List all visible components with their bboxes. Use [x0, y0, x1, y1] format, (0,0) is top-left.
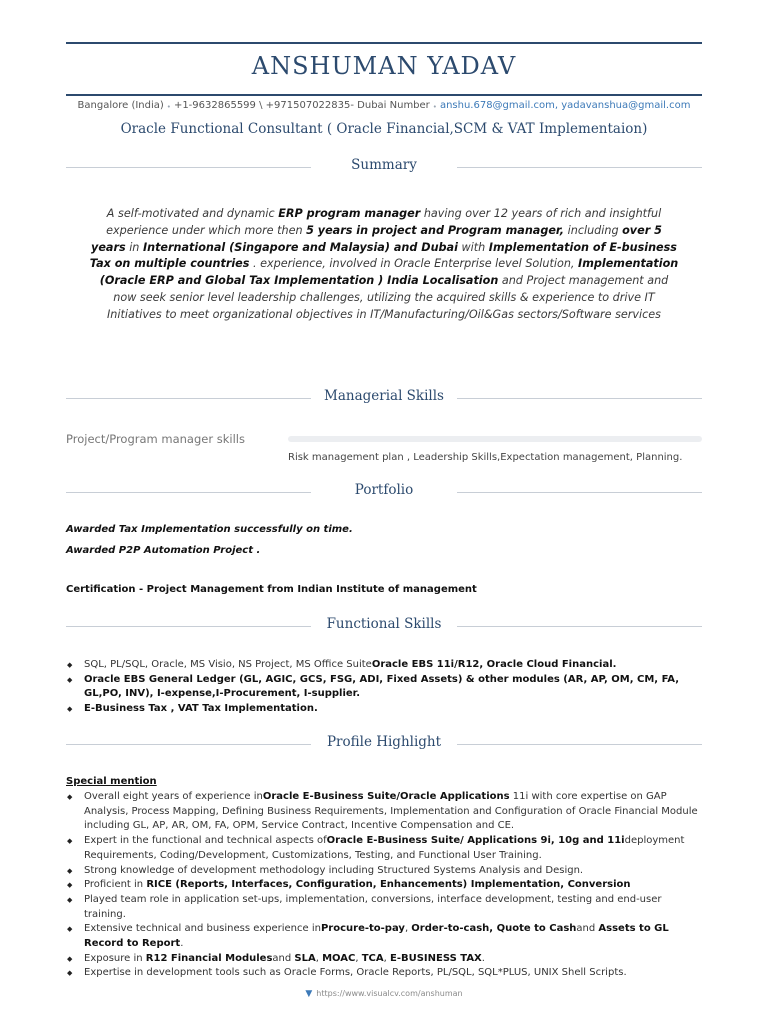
- footer: [0, 989, 768, 999]
- certification-item: Certification - Project Management from Indian Institute of management: [66, 584, 477, 595]
- list-item: ◆ Proficient in RICE (Reports, Interfaces, Configuration, Enhancements) Implementation, Conversion: [66, 878, 702, 893]
- profile-url-link[interactable]: https://www.visualcv.com/anshuman: [316, 989, 463, 998]
- separator-icon: •: [166, 103, 171, 111]
- divider-line: [457, 626, 702, 627]
- list-item: ◆ Expert in the functional and technical aspects ofOracle E-Business Suite/ Applications 9i, 10g and 11ideployment Requirements, Coding/Development, Customizations, Testing, and Functional User Training.: [66, 834, 702, 863]
- skill-name: Project/Program manager skills: [66, 432, 245, 446]
- contact-line: [66, 100, 702, 111]
- summary-text: A self-motivated and dynamic ERP program manager having over 12 years of rich and insightful experience under which more then 5 years in project and Program manager, including over 5 years in International (Singapore and Malaysia) and Dubai with Implementation of E-business Tax on multiple countries . experience, involved in Oracle Enterprise level Solution, Implementation (Oracle ERP and Global Tax Implementation ) India Localisation and Project management and now seek senior level leadership challenges, utilizing the acquired skills & experience to drive IT Initiatives to meet organizational objectives in IT/Manufacturing/Oil&Gas sectors/Software services: [89, 207, 679, 321]
- section-header-profile-highlight: [66, 734, 702, 754]
- list-item: ◆ SQL, PL/SQL, Oracle, MS Visio, NS Project, MS Office SuiteOracle EBS 11i/R12, Oracle Cloud Financial.: [66, 658, 702, 673]
- skill-level-bar: [288, 436, 702, 442]
- divider-line: [457, 167, 702, 168]
- section-title: Functional Skills: [326, 616, 442, 632]
- divider-line: [457, 492, 702, 493]
- candidate-name: ANSHUMAN YADAV: [251, 52, 517, 80]
- award-item: Awarded Tax Implementation successfully on time.: [66, 524, 353, 535]
- functional-skills-list: [66, 658, 702, 717]
- header-bottom-rule: [66, 94, 702, 96]
- skill-description: Risk management plan , Leadership Skills,Expectation management, Planning.: [288, 452, 683, 463]
- section-header-managerial-skills: [66, 388, 702, 408]
- section-title: Managerial Skills: [324, 388, 444, 404]
- header-top-rule: [66, 42, 702, 44]
- divider-line: [457, 744, 702, 745]
- section-header-functional-skills: [66, 616, 702, 636]
- special-mention-heading: Special mention: [66, 776, 157, 787]
- award-item: Awarded P2P Automation Project .: [66, 545, 261, 556]
- list-item: ◆ Expertise in development tools such as Oracle Forms, Oracle Reports, PL/SQL, SQL*PLUS, UNIX Shell Scripts.: [66, 966, 702, 981]
- list-item: ◆ Exposure in R12 Financial Modulesand SLA, MOAC, TCA, E-BUSINESS TAX.: [66, 952, 702, 967]
- list-item: ◆ Overall eight years of experience inOracle E-Business Suite/Oracle Applications 11i with core expertise on GAP Analysis, Process Mapping, Defining Business Requirements, Implementation and Configuration of Oracle Financial Module including GL, AP, AR, OM, FA, OPM, Service Contract, Incentive Compensation and CE.: [66, 790, 702, 834]
- divider-line: [457, 398, 702, 399]
- profile-highlight-list: [66, 790, 702, 981]
- visualcv-logo-icon: ▼: [305, 989, 313, 999]
- section-title: Profile Highlight: [326, 734, 442, 750]
- list-item: ◆ Oracle EBS General Ledger (GL, AGIC, GCS, FSG, ADI, Fixed Assets) & other modules (AR, AP, OM, CM, FA, GL,PO, INV), I-expense,I-Procurement, I-supplier.: [66, 673, 702, 702]
- location: Bangalore (India): [77, 100, 164, 111]
- section-title: Summary: [351, 157, 417, 173]
- list-item: ◆ Strong knowledge of development methodology including Structured Systems Analysis and Design.: [66, 864, 702, 879]
- section-header-portfolio: [66, 482, 702, 502]
- job-title: Oracle Functional Consultant ( Oracle Financial,SCM & VAT Implementaion): [120, 121, 648, 137]
- section-title: Portfolio: [354, 482, 414, 498]
- phone-numbers: +1-9632865599 \ +971507022835- Dubai Number: [173, 100, 430, 111]
- list-item: ◆ E-Business Tax , VAT Tax Implementation.: [66, 702, 702, 717]
- list-item: ◆ Played team role in application set-ups, implementation, conversions, interface development, testing and end-user training.: [66, 893, 702, 922]
- list-item: ◆ Extensive technical and business experience inProcure-to-pay, Order-to-cash, Quote to Cashand Assets to GL Record to Report.: [66, 922, 702, 951]
- separator-icon: •: [432, 103, 437, 111]
- email-links[interactable]: anshu.678@gmail.com, yadavanshua@gmail.com: [439, 100, 691, 111]
- section-header-summary: [66, 157, 702, 177]
